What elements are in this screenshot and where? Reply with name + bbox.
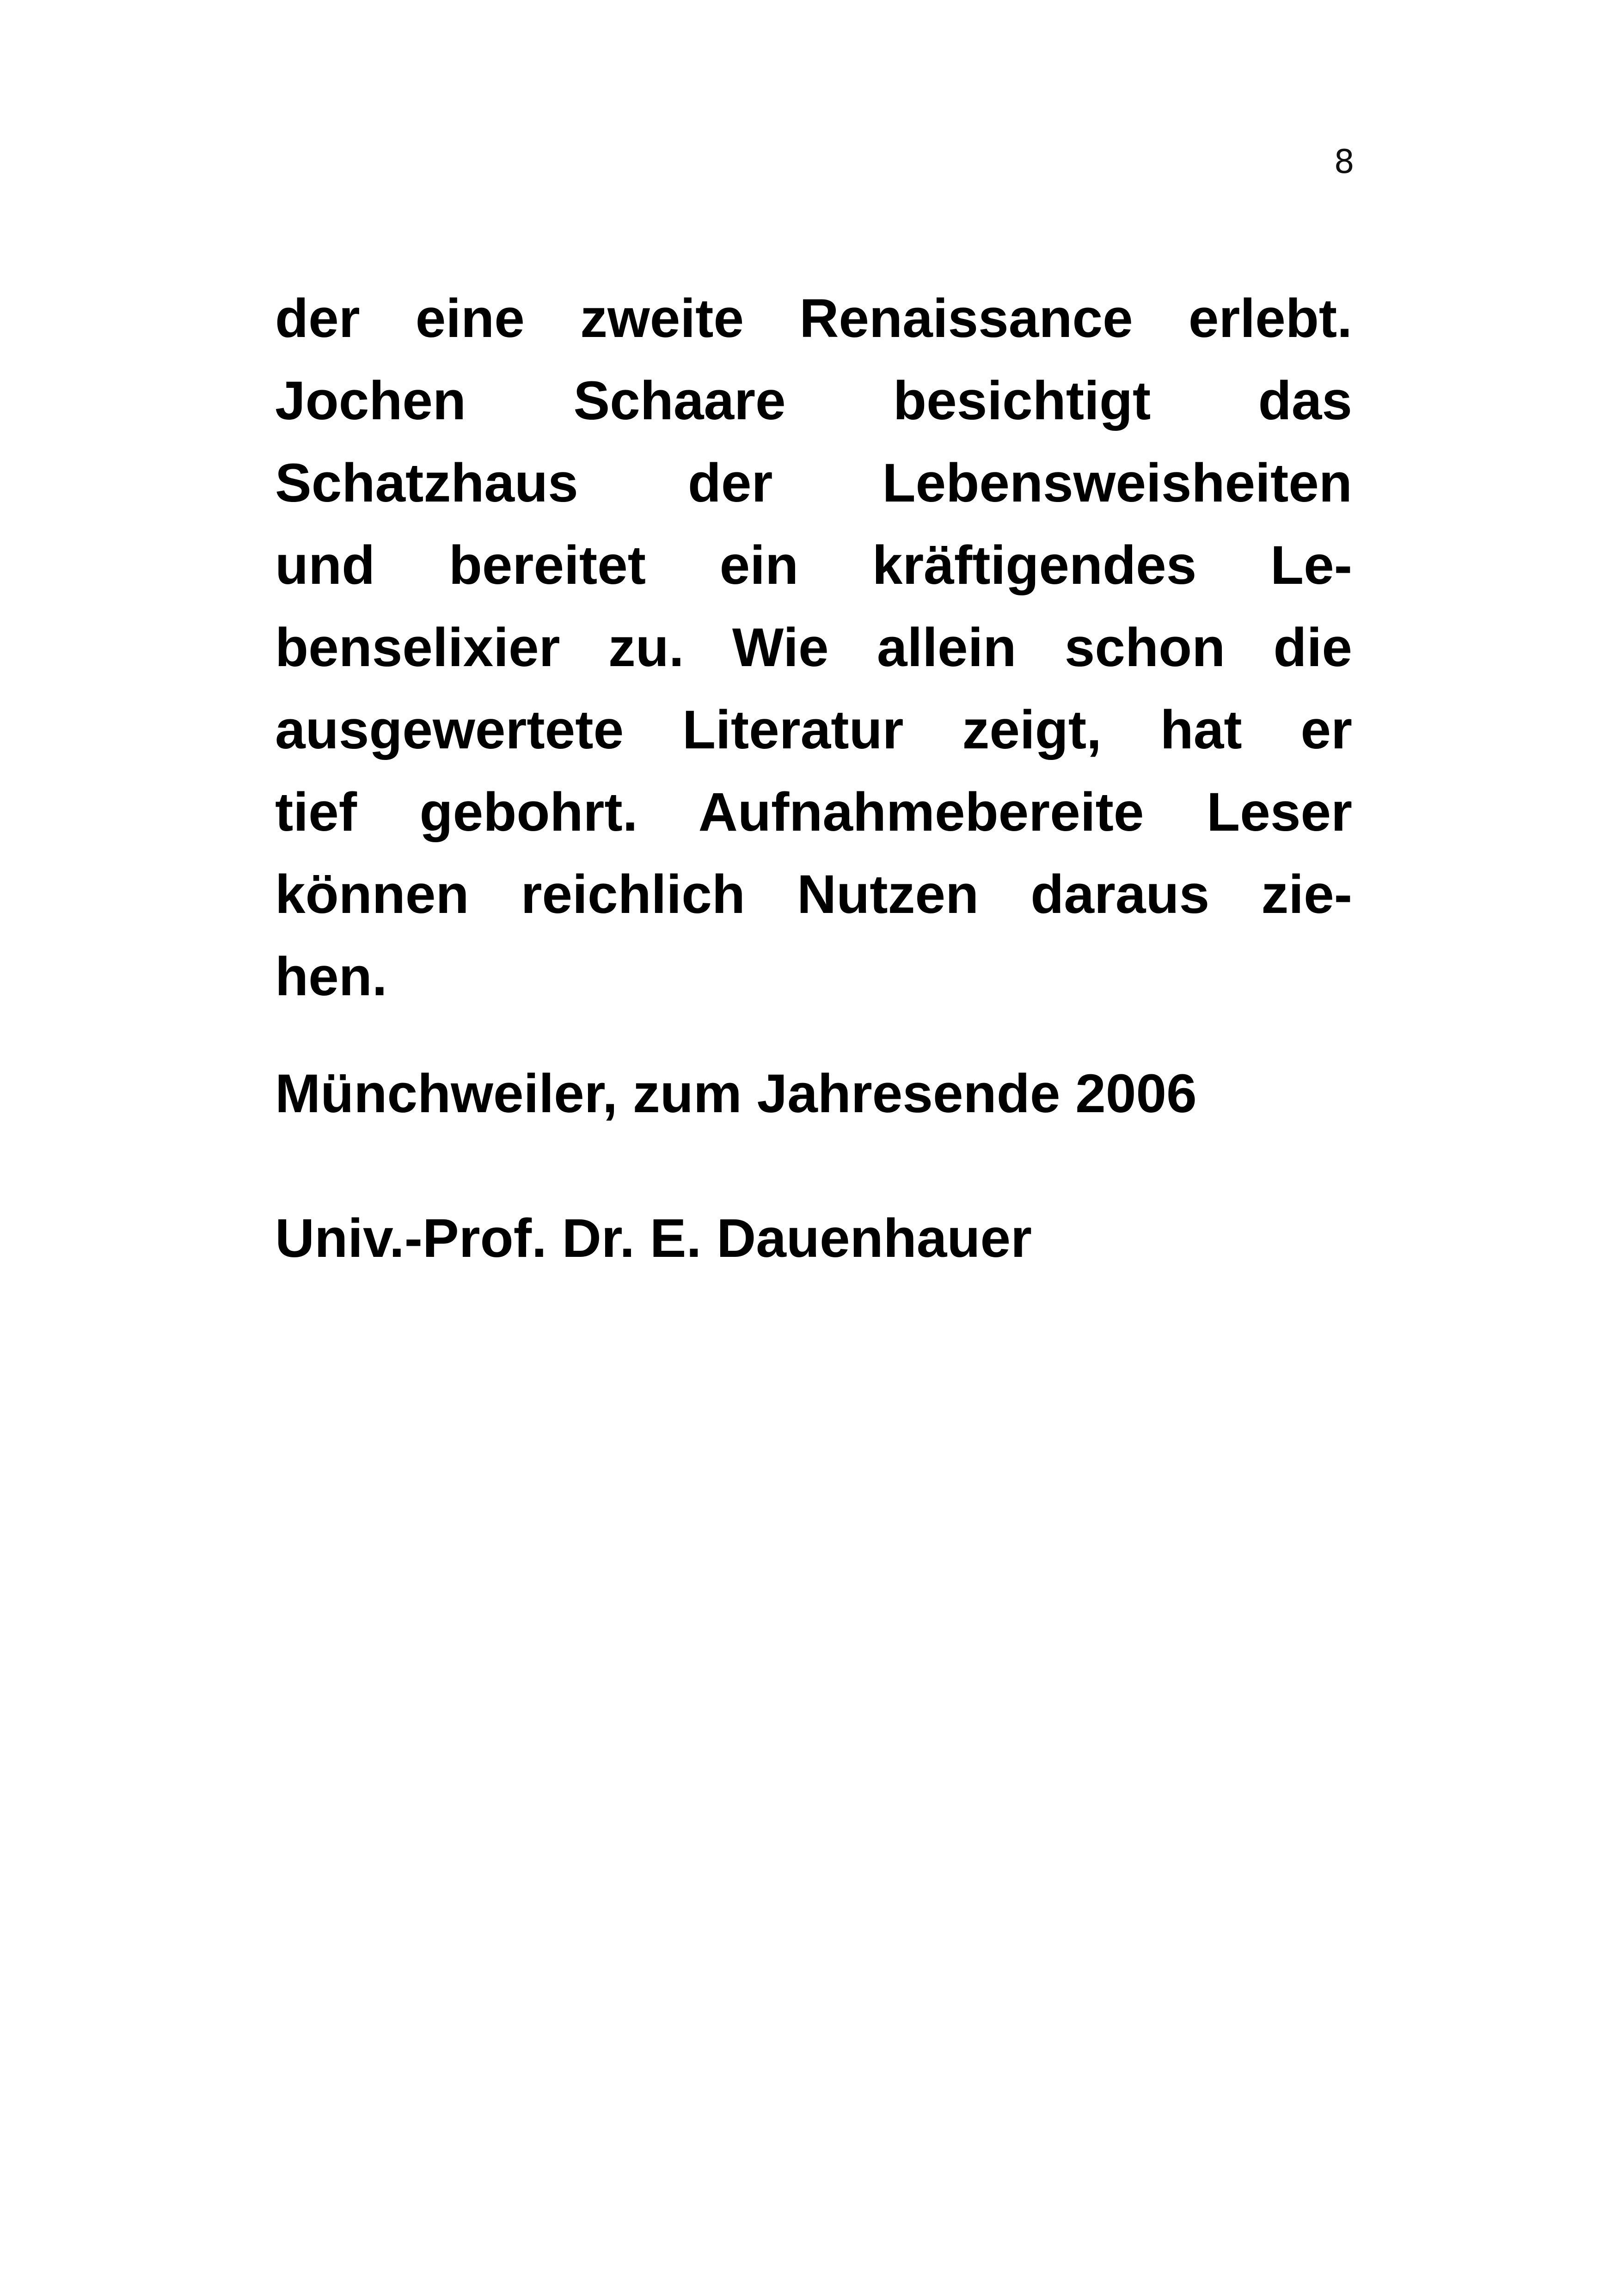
author-signature: Univ.-Prof. Dr. E. Dauenhauer [275, 1208, 1032, 1269]
page-number: 8 [1334, 143, 1354, 181]
text-line-3: Schatzhaus der Lebensweisheiten [275, 453, 1352, 514]
text-line-7: tief gebohrt. Aufnahmebereite Leser [275, 782, 1352, 843]
place-date-line: Münchweiler, zum Jahresende 2006 [275, 1063, 1197, 1124]
text-line-6: ausgewertete Literatur zeigt, hat er [275, 699, 1352, 760]
text-line-2: Jochen Schaare besichtigt das [275, 370, 1352, 431]
body-text [275, 277, 1352, 1280]
text-line-8: können reichlich Nutzen daraus zie- [275, 864, 1352, 925]
text-line-1: der eine zweite Renaissance erlebt. [275, 288, 1352, 349]
text-line-5: benselixier zu. Wie allein schon die [275, 617, 1352, 678]
text-line-9: hen. [275, 946, 387, 1007]
text-line-4: und bereitet ein kräftigendes Le- [275, 535, 1352, 596]
